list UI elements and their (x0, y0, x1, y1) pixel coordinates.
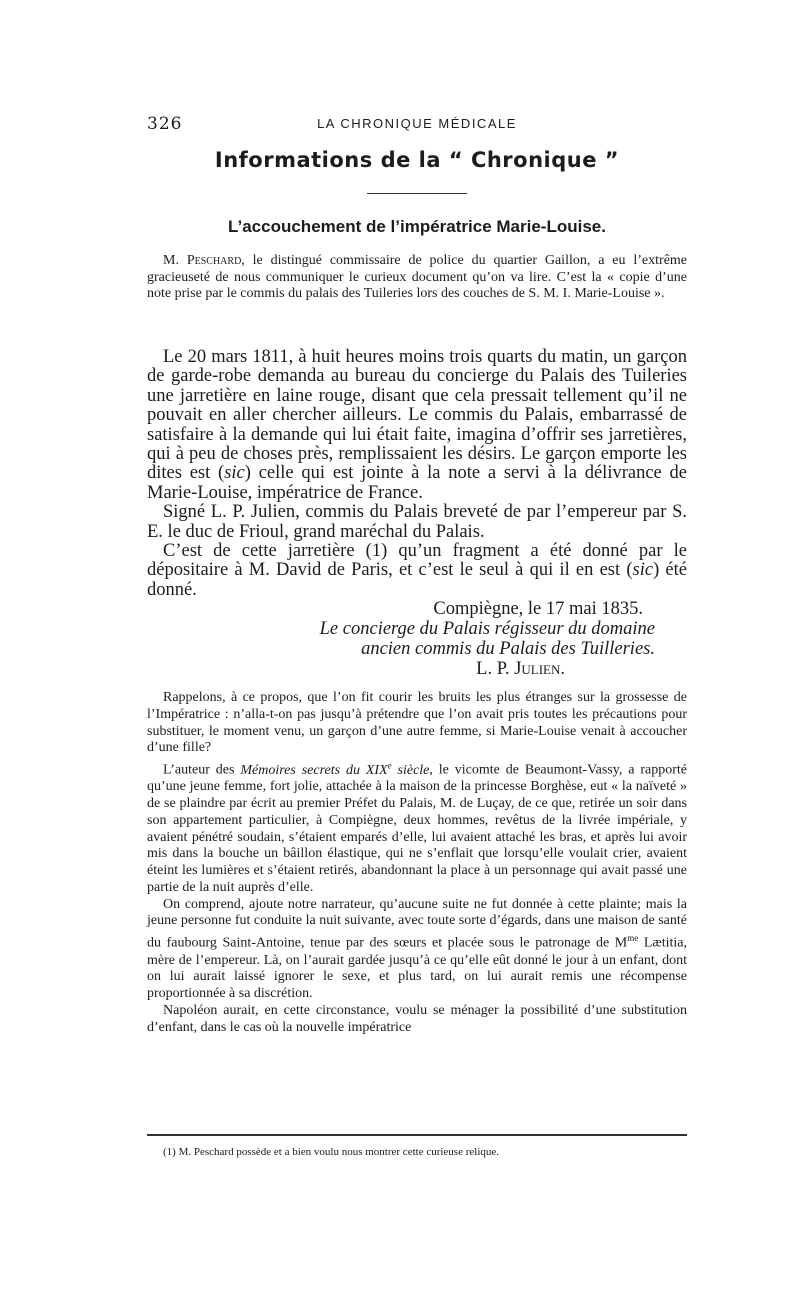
role-line: ancien commis du Palais des Tuilleries. (361, 639, 655, 659)
document-paragraph (147, 542, 687, 600)
signature-name: Julien. (514, 659, 565, 679)
journal-title: LA CHRONIQUE MÉDICALE (317, 116, 517, 131)
commentary-paragraph: Napoléon aurait, en cette circonstance, voulu se ménager la possibilité d’une substitution d’enfant, dans le cas où la nouvelle impératrice (147, 1002, 687, 1035)
place-date: Compiègne, le 17 mai 1835. (433, 599, 643, 619)
document-paragraph: Signé L. P. Julien, commis du Palais breveté de par l’empereur par S. E. le duc de Frioul, grand maréchal du Palais. (147, 502, 687, 542)
book-title-end: siècle (391, 762, 430, 778)
signatory-role (147, 619, 687, 639)
document-text: ) celle qui est jointe à la note a servi à la délivrance de Marie-Louise, impératrice de France. (147, 463, 687, 503)
quoted-document (147, 348, 687, 600)
superscript: e (387, 760, 392, 770)
commentary-text: , le vicomte de Beaumont-Vassy, a rapporté qu’une jeune femme, fort jolie, attachée à la maison de la princesse Borghèse, eut « la naïveté » de se plaindre par écrit au premier Préfet du Palais, M. de Luçay, de ce que, retirée un soir dans son appartement particulier, à Compiègne, deux hommes, revêtus de la livrée impériale, y avaient pénétré soudain, s’étaient emparés d’elle, lui avaient attaché les bras, et après lui avoir mis dans la bouche un bâillon élastique, qui ne s’enflait que lorsqu’elle voulait crier, avaient éteint les lumières et s’étaient retirés, abandonnant la place à un personnage qui avait passé une partie de la nuit auprès d’elle. (147, 762, 687, 895)
running-head (147, 114, 687, 138)
document-text: C’est de cette jarretière (1) qu’un fragment a été donné par le dépositaire à M. David de Paris, et c’est le seul à qui il en est ( (147, 541, 687, 581)
section-title: Informations de la “ Chronique ” (214, 148, 620, 172)
sic-note: sic (632, 560, 654, 581)
signature (147, 659, 687, 679)
signature-initials: L. P. (476, 659, 515, 679)
book-title (240, 760, 430, 778)
article-title: L’accouchement de l’impératrice Marie-Louise. (228, 217, 606, 236)
document-text: Le 20 mars 1811, à huit heures moins trois quarts du matin, un garçon de garde-robe demanda au bureau du concierge du Palais des Tuileries une jarretière en laine rouge, disant que cela pressait tellement qu’il ne pouvait en aller chercher ailleurs. Le commis du Palais, embarrassé de satisfaire à la demande qui lui était faite, imagina d’offrir ses jarretières, qui à peu de choses près, remplissaient les désirs. Le garçon emporte les dites est ( (147, 347, 687, 484)
document-text: ) été donné. (147, 560, 687, 600)
superscript: me (627, 933, 639, 944)
commentary-paragraph (147, 897, 687, 1003)
footnote-text: M. Peschard possède et a bien voulu nous montrer cette curieuse relique. (178, 1146, 500, 1158)
document-paragraph (147, 348, 687, 503)
commentary-text: L’auteur des (163, 762, 241, 778)
document-signoff (147, 599, 687, 679)
signatory-role (147, 639, 687, 659)
footnote-marker: (1) (163, 1146, 179, 1158)
title-divider (367, 193, 467, 194)
role-line: Le concierge du Palais régisseur du domaine (319, 619, 655, 639)
intro-text: , le distingué commissaire de police du quartier Gaillon, a eu l’extrême gracieuseté de nous communiquer le curieux document qu’on va lire. C’est la « copie d’une note prise par le commis du palais des Tuileries lors des couches de S. M. I. Marie-Louise ». (147, 253, 688, 301)
book-title-text: Mémoires secrets du XIX (240, 762, 388, 778)
commentary-text: On comprend, ajoute notre narrateur, qu’aucune suite ne fut donnée à cette plainte; mais la jeune personne fut conduite la nuit suivante, avec toute sorte d’égards, dans une maison de santé du faubourg Saint-Antoine, tenue par des sœurs et placée sous le patronage de M (147, 896, 687, 951)
commentary-text: Lætitia, mère de l’empereur. Là, on l’aurait gardée jusqu’à ce qu’elle eût donné le jour à un enfant, dont on lui aurait laissé ignorer le sexe, et plus tard, on lui aurait remis une récompense proportionnée à sa discrétion. (147, 935, 687, 1002)
commentary-paragraph: Rappelons, à ce propos, que l’on fit courir les bruits les plus étranges sur la grossesse de l’Impératrice : n’alla-t-on pas jusqu’à prétendre que l’on avait pris toutes les précautions pour substituer, le moment venu, un garçon d’une autre femme, si Marie-Louise venait à accoucher d’une fille? (147, 690, 687, 756)
sic-note: sic (224, 463, 245, 484)
commentary-paragraph (147, 757, 687, 897)
page-number: 326 (147, 114, 183, 134)
intro-text-start: M. (163, 253, 187, 268)
commentary (147, 690, 687, 1036)
author-name: Peschard (186, 253, 242, 268)
intro-paragraph (147, 253, 687, 303)
footnote-divider (147, 1134, 687, 1136)
footnote (163, 1146, 683, 1159)
